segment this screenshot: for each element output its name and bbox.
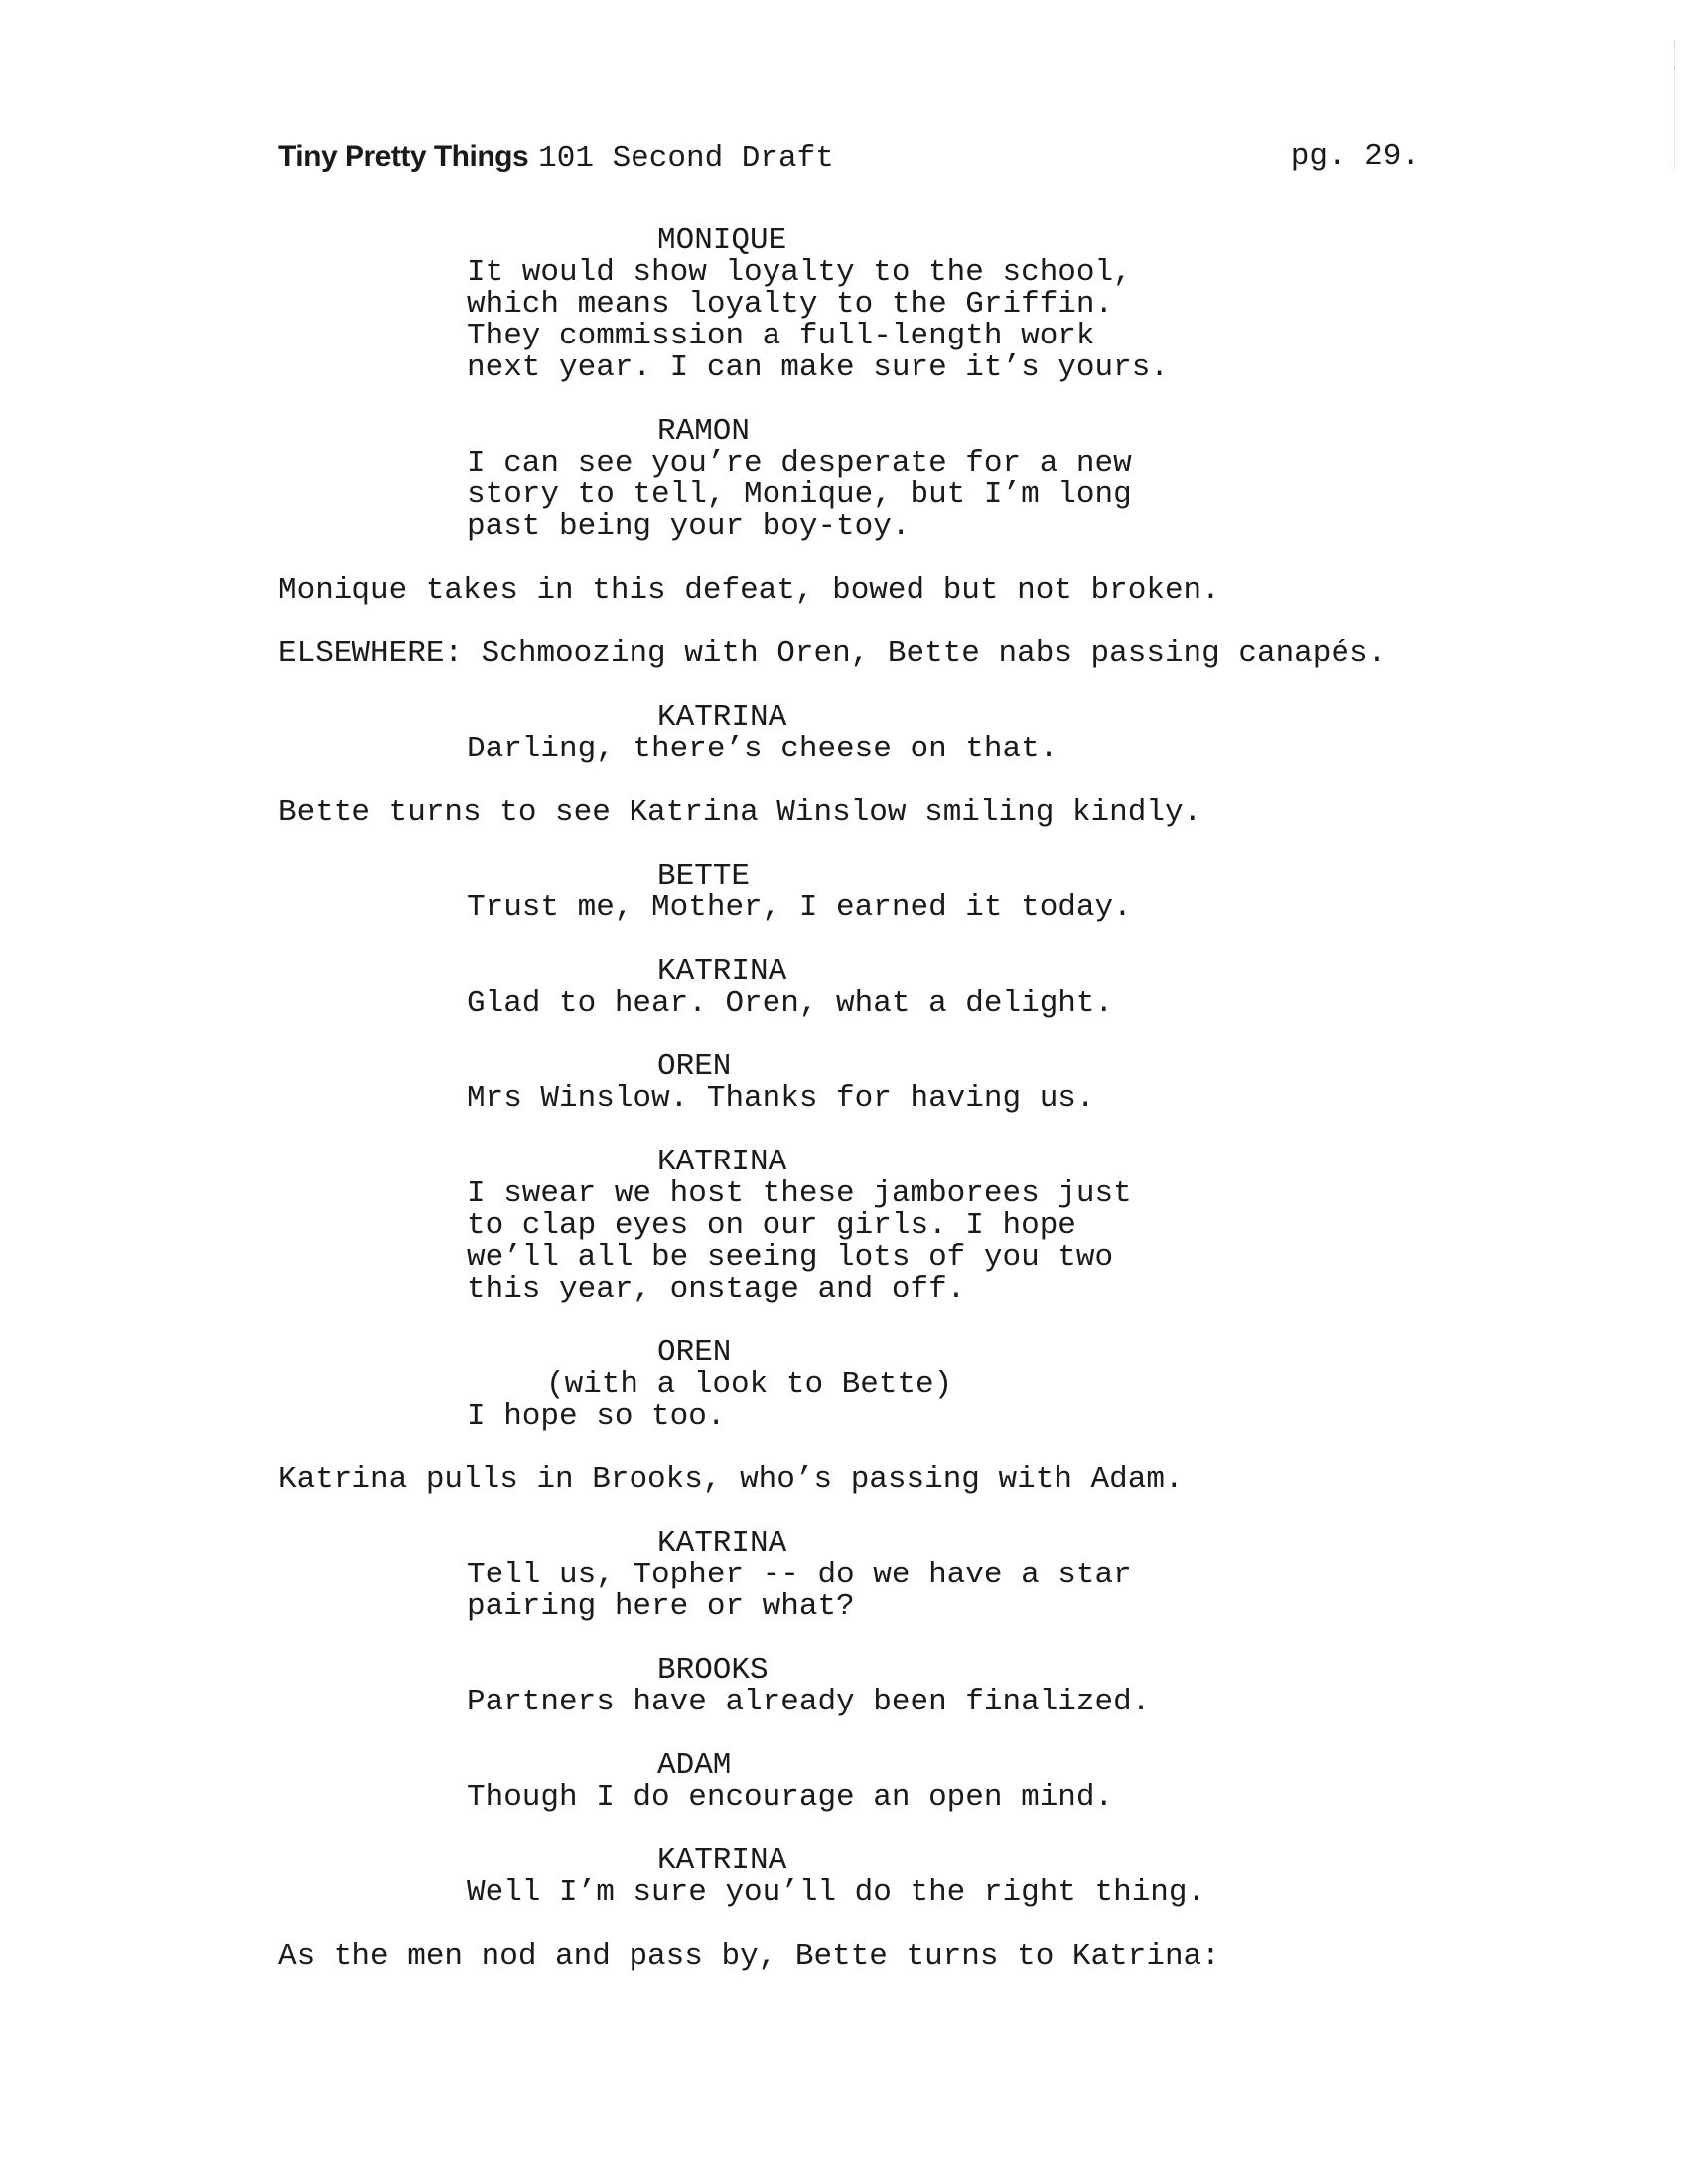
page-number: pg. 29. [1290,139,1420,174]
character-name: KATRINA [657,1145,787,1179]
show-title: Tiny Pretty Things [278,140,529,173]
dialogue-line: Trust me, Mother, I earned it today. [467,890,1132,925]
action-line: As the men nod and pass by, Bette turns to Katrina: [278,1939,1220,1974]
dialogue-block [0,1655,1691,1718]
dialogue-block [0,1750,1691,1814]
dialogue-line: next year. I can make sure it’s yours. [467,350,1169,385]
action-line: Bette turns to see Katrina Winslow smiling kindly. [278,795,1202,830]
character-name: KATRINA [657,954,787,989]
dialogue-line: Though I do encourage an open mind. [467,1780,1114,1815]
dialogue-line: I hope so too. [467,1399,726,1433]
dialogue-block [0,861,1691,924]
character-name: OREN [657,1335,732,1370]
dialogue-block [0,1051,1691,1115]
script-body [0,225,1691,2004]
character-name: KATRINA [657,1843,787,1878]
dialogue-line: They commission a full-length work [467,319,1095,353]
action-line: Katrina pulls in Brooks, who’s passing with Adam. [278,1462,1184,1497]
character-name: BETTE [657,859,751,893]
dialogue-line: I swear we host these jamborees just [467,1176,1132,1211]
character-name: RAMON [657,414,751,449]
character-name: ADAM [657,1748,732,1783]
dialogue-block [0,1528,1691,1623]
dialogue-block [0,956,1691,1020]
dialogue-block [0,416,1691,543]
dialogue-block [0,1147,1691,1305]
dialogue-block [0,1845,1691,1909]
dialogue-line: Mrs Winslow. Thanks for having us. [467,1081,1095,1116]
dialogue-line: Darling, there’s cheese on that. [467,732,1058,766]
scan-margin-marks [1674,40,1677,169]
parenthetical: (with a look to Bette) [546,1367,953,1402]
dialogue-line: It would show loyalty to the school, [467,255,1132,290]
dialogue-block [0,1337,1691,1433]
character-name: KATRINA [657,1526,787,1561]
character-name: KATRINA [657,700,787,735]
dialogue-line: I can see you’re desperate for a new [467,446,1132,480]
dialogue-line: past being your boy-toy. [467,509,911,544]
dialogue-line: this year, onstage and off. [467,1272,966,1306]
action-line: ELSEWHERE: Schmoozing with Oren, Bette nabs passing canapés. [278,636,1387,671]
action-line: Monique takes in this defeat, bowed but not broken. [278,573,1220,608]
dialogue-block [0,702,1691,765]
dialogue-line: Well I’m sure you’ll do the right thing. [467,1875,1206,1910]
dialogue-line: we’ll all be seeing lots of you two [467,1240,1114,1275]
dialogue-line: Partners have already been finalized. [467,1685,1151,1719]
dialogue-line: story to tell, Monique, but I’m long [467,478,1132,512]
page-header [278,137,1420,177]
dialogue-line: to clap eyes on our girls. I hope [467,1208,1076,1243]
character-name: BROOKS [657,1653,769,1688]
dialogue-line: Tell us, Topher -- do we have a star [467,1558,1132,1592]
character-name: MONIQUE [657,223,787,258]
dialogue-line: which means loyalty to the Griffin. [467,287,1114,322]
dialogue-line: Glad to hear. Oren, what a delight. [467,986,1114,1021]
draft-label: 101 Second Draft [538,141,834,176]
dialogue-block [0,225,1691,384]
dialogue-line: pairing here or what? [467,1589,855,1624]
character-name: OREN [657,1049,732,1084]
